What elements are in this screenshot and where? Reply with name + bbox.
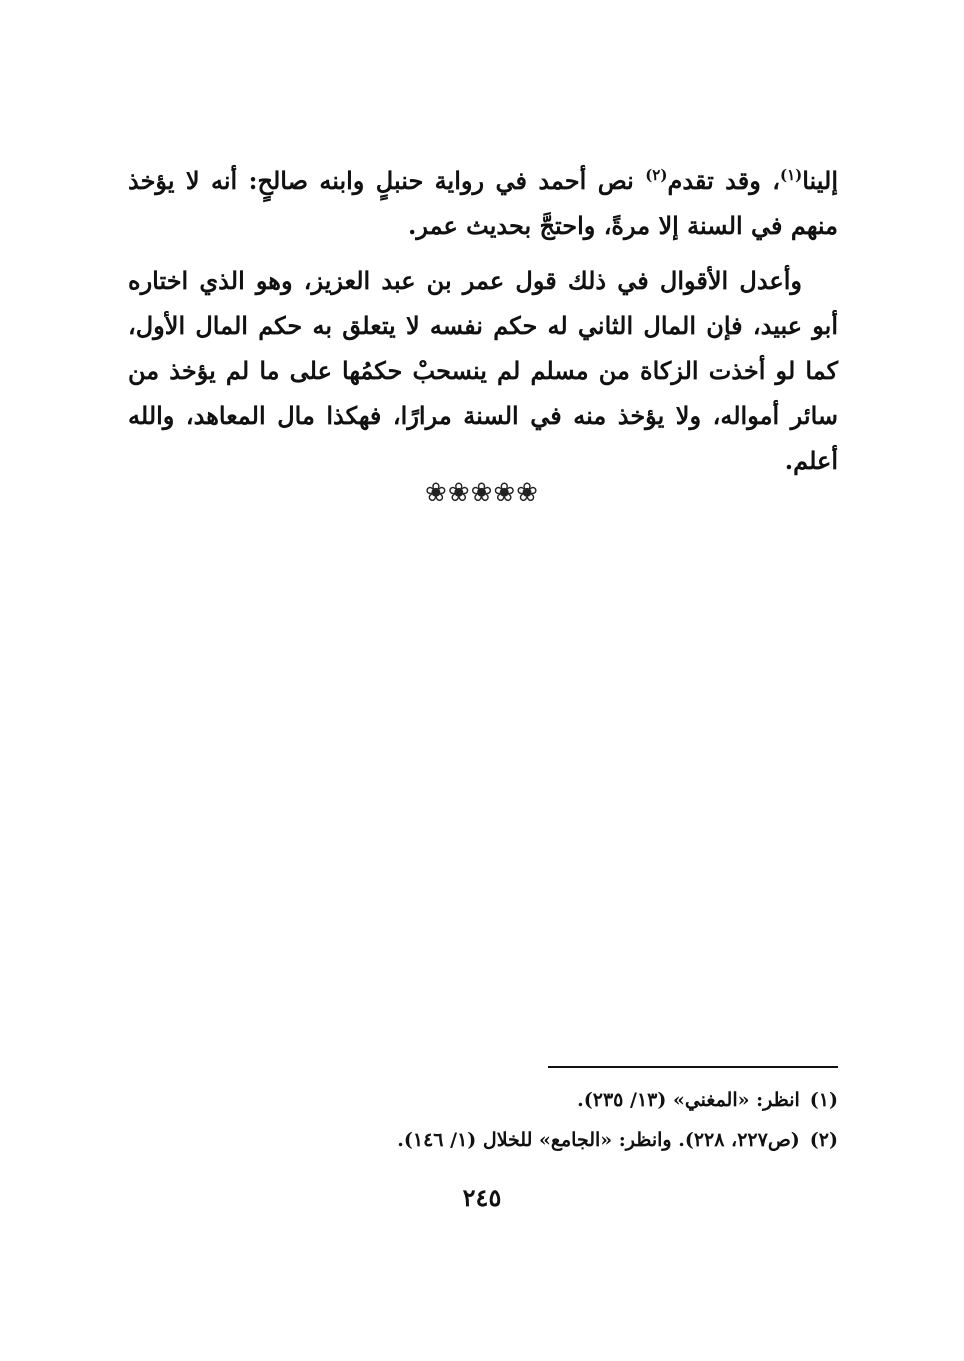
- footnotes: [128, 1080, 838, 1160]
- footnote-1-number: (١): [809, 1089, 838, 1111]
- paragraph-1-end: نص أحمد في رواية حنبلٍ وابنه صالحٍ: أنه لا يؤخذ منهم في السنة إلا مرةً، واحتجَّ بحديث عمر.: [128, 166, 838, 240]
- footnote-1: [128, 1080, 838, 1120]
- paragraph-1-start: إلينا: [802, 166, 839, 195]
- paragraph-2: وأعدل الأقوال في ذلك قول عمر بن عبد العزيز، وهو الذي اختاره أبو عبيد، فإن المال الثاني له حكم نفسه لا يتعلق به حكم المال الأول، كما لو أخذت الزكاة من مسلم لم ينسحبْ حكمُها على ما لم يؤخذ من سائر أمواله، ولا يؤخذ منه في السنة مرارًا، فهكذا مال المعاهد، والله أعلم.: [128, 266, 838, 475]
- footnote-divider: [548, 1066, 838, 1068]
- page-number: ٢٤٥: [462, 1183, 502, 1212]
- footnote-ref-1[interactable]: (١): [779, 166, 803, 184]
- footnote-ref-2[interactable]: (٢): [645, 166, 668, 184]
- paragraph-1: [128, 158, 838, 248]
- footnote-2-number: (٢): [809, 1129, 838, 1151]
- footnote-1-text: انظر: «المغني» (١٣/ ٢٣٥).: [577, 1089, 800, 1111]
- footnote-2-text: (ص٢٢٧، ٢٢٨). وانظر: «الجامع» للخلال (١/ ١٤٦).: [397, 1129, 800, 1151]
- main-text: [128, 158, 838, 483]
- footnote-2: [128, 1120, 838, 1160]
- section-ornament-icon: ❀❀❀❀❀: [425, 478, 539, 508]
- paragraph-1-middle: ، وقد تقدم: [667, 166, 780, 195]
